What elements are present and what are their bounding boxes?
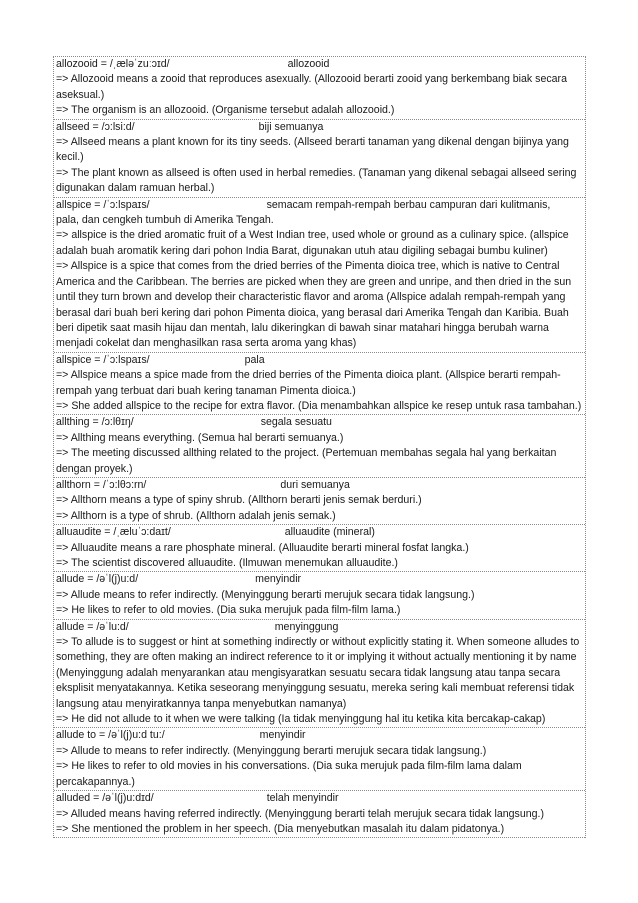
dictionary-entry (54, 198, 585, 353)
entry-example-line: => She mentioned the problem in her speech. (Dia menyebutkan masalah itu dalam pidatonya.) (56, 822, 505, 835)
entry-example-line: => Allude to means to refer indirectly. (Menyinggung berarti merujuk secara tidak langsung.) (56, 744, 487, 757)
entry-translation: biji semuanya (258, 120, 324, 133)
entry-word: allude = /əˈlu:d/ (56, 620, 129, 633)
dictionary-entry (54, 415, 585, 478)
entry-headword-row (56, 728, 583, 743)
entry-word: alluaudite = /ˌæluˈɔ:daɪt/ (56, 526, 171, 539)
dictionary-entry (54, 120, 585, 198)
entry-example-line: => He did not allude to it when we were talking (Ia tidak menyinggung hal itu ketika kita bercakap-cakap) (56, 713, 546, 726)
entry-translation: allozooid (287, 58, 330, 70)
entry-headword-row (56, 120, 583, 135)
entry-example-line: => The meeting discussed allthing related to the project. (Pertemuan membahas segala hal yang berkaitan dengan proyek.) (56, 447, 557, 475)
entry-translation: menyinggung (274, 620, 339, 633)
entry-example-line: => Allseed means a plant known for its tiny seeds. (Allseed berarti tanaman yang dikenal dengan bijinya yang kecil.) (56, 136, 569, 164)
entry-headword-row (56, 791, 583, 806)
entry-example-line: => To allude is to suggest or hint at something indirectly or without explicitly stating it. When someone alludes to something, they are often making an indirect reference to it or implying it without actually mentioning it by name (Menyinggung adalah menyarankan atau mengisyaratkan sesuatu secara tidak langsung atau tanpa secara eksplisit menyatakannya. Ketika seseorang menyinggung sesuatu, mereka sering kali membuat referensi tidak langsung atau menyiratkannya tanpa menyebutkan namanya) (56, 636, 580, 710)
entry-word: allozooid = /ˌæləˈzuːɔɪd/ (56, 58, 170, 70)
entry-headword-row (56, 198, 583, 213)
entry-example-line: => Allthorn is a type of shrub. (Allthorn adalah jenis semak.) (56, 509, 336, 522)
entry-example-line: => The organism is an allozooid. (Organisme tersebut adalah allozooid.) (56, 104, 395, 117)
entry-translation: menyindir (259, 729, 306, 742)
dictionary-entry (54, 353, 585, 416)
entry-word: allude to = /əˈl(j)u:d tu:/ (56, 729, 165, 742)
entry-translation: semacam rempah-rempah berbau campuran dari kulitmanis, (266, 198, 551, 211)
dictionary-entry (54, 728, 585, 791)
entry-example-line: => Allspice is a spice that comes from the dried berries of the Pimenta dioica tree, which is native to Central America and the Caribbean. The berries are picked when they are green and unripe, and then dried in the sun until they turn brown and develop their characteristic flavor and aroma (Allspice adalah rempah-rempah yang berasal dari buah beri kering dari pohon Pimenta dioica, yang berasal dari Amerika Tengah dan Karibia. Buah beri dipetik saat masih hijau dan mentah, lalu dikeringkan di bawah sinar matahari hingga berubah warna menjadi cokelat dan menghasilkan rasa serta aroma yang khas) (56, 260, 572, 350)
entry-headword-row (56, 353, 583, 368)
entry-example-line: => Allthing means everything. (Semua hal berarti semuanya.) (56, 431, 344, 444)
entry-headword-row (56, 57, 583, 72)
entry-word: allseed = /ɔ:lsi:d/ (56, 120, 135, 133)
entry-word: allude = /əˈl(j)u:d/ (56, 573, 139, 586)
entry-headword-row (56, 478, 583, 493)
entry-example-line: => Alluded means having referred indirectly. (Menyinggung berarti telah merujuk secara tidak langsung.) (56, 807, 544, 820)
dictionary-entry (54, 620, 585, 729)
dictionary-entry (54, 572, 585, 619)
entry-headword-row (56, 620, 583, 635)
dictionary-entry (54, 478, 585, 525)
dictionary-table (53, 56, 586, 838)
entry-translation: telah menyindir (266, 792, 339, 805)
entry-translation: segala sesuatu (260, 416, 332, 429)
entry-example-line: => He likes to refer to old movies. (Dia suka merujuk pada film-film lama.) (56, 604, 401, 617)
entry-example-line: => The scientist discovered alluaudite. (Ilmuwan menemukan alluaudite.) (56, 557, 398, 569)
entry-example-line: => Alluaudite means a rare phosphate mineral. (Alluaudite berarti mineral fosfat langka.) (56, 541, 469, 554)
entry-word: allspice = /ˈɔ:lspaɪs/ (56, 198, 150, 211)
entry-headword-row (56, 415, 583, 430)
dictionary-entry (54, 57, 585, 120)
entry-example-line: => Allthorn means a type of spiny shrub. (Allthorn berarti jenis semak berduri.) (56, 494, 422, 507)
entry-example-line: => Allspice means a spice made from the dried berries of the Pimenta dioica plant. (Allspice berarti rempah-rempah yang terbuat dari buah kering tanaman Pimenta dioica.) (56, 369, 561, 397)
entry-headword-row (56, 572, 583, 587)
entry-example-line: => Allude means to refer indirectly. (Menyinggung berarti merujuk secara tidak langsung.) (56, 588, 475, 601)
entry-translation: menyindir (255, 573, 302, 586)
entry-example-line: => The plant known as allseed is often used in herbal remedies. (Tanaman yang dikenal sebagai allseed sering digunakan dalam ramuan herbal.) (56, 166, 577, 195)
entry-headword-row (56, 525, 583, 540)
entry-translation: duri semuanya (280, 478, 350, 491)
dictionary-entry (54, 791, 585, 838)
entry-translation: pala (244, 353, 265, 366)
entry-word: allthorn = /ˈɔ:lθɔ:rn/ (56, 478, 147, 491)
entry-example-line: => allspice is the dried aromatic fruit of a West Indian tree, used whole or ground as a culinary spice. (allspice adalah buah aromatik kering dari pohon India Barat, digunakan utuh atau digiling sebagai bumbu kuliner) (56, 229, 569, 257)
entry-translation: alluaudite (mineral) (284, 526, 375, 539)
entry-word: allspice = /ˈɔ:lspaɪs/ (56, 353, 150, 366)
entry-word: alluded = /əˈl(j)u:dɪd/ (56, 792, 154, 805)
dictionary-entry (54, 525, 585, 572)
entry-example-line: => Allozooid means a zooid that reproduces asexually. (Allozooid berarti zooid yang berkembang biak secara aseksual.) (56, 73, 567, 101)
entry-example-line: => She added allspice to the recipe for extra flavor. (Dia menambahkan allspice ke resep untuk rasa tambahan.) (56, 399, 582, 412)
entry-word: allthing = /ɔ:lθɪŋ/ (56, 416, 134, 429)
entry-example-line: pala, dan cengkeh tumbuh di Amerika Tengah. (56, 214, 274, 227)
entry-example-line: => He likes to refer to old movies in his conversations. (Dia suka merujuk pada film-film lama dalam percakapannya.) (56, 760, 522, 788)
